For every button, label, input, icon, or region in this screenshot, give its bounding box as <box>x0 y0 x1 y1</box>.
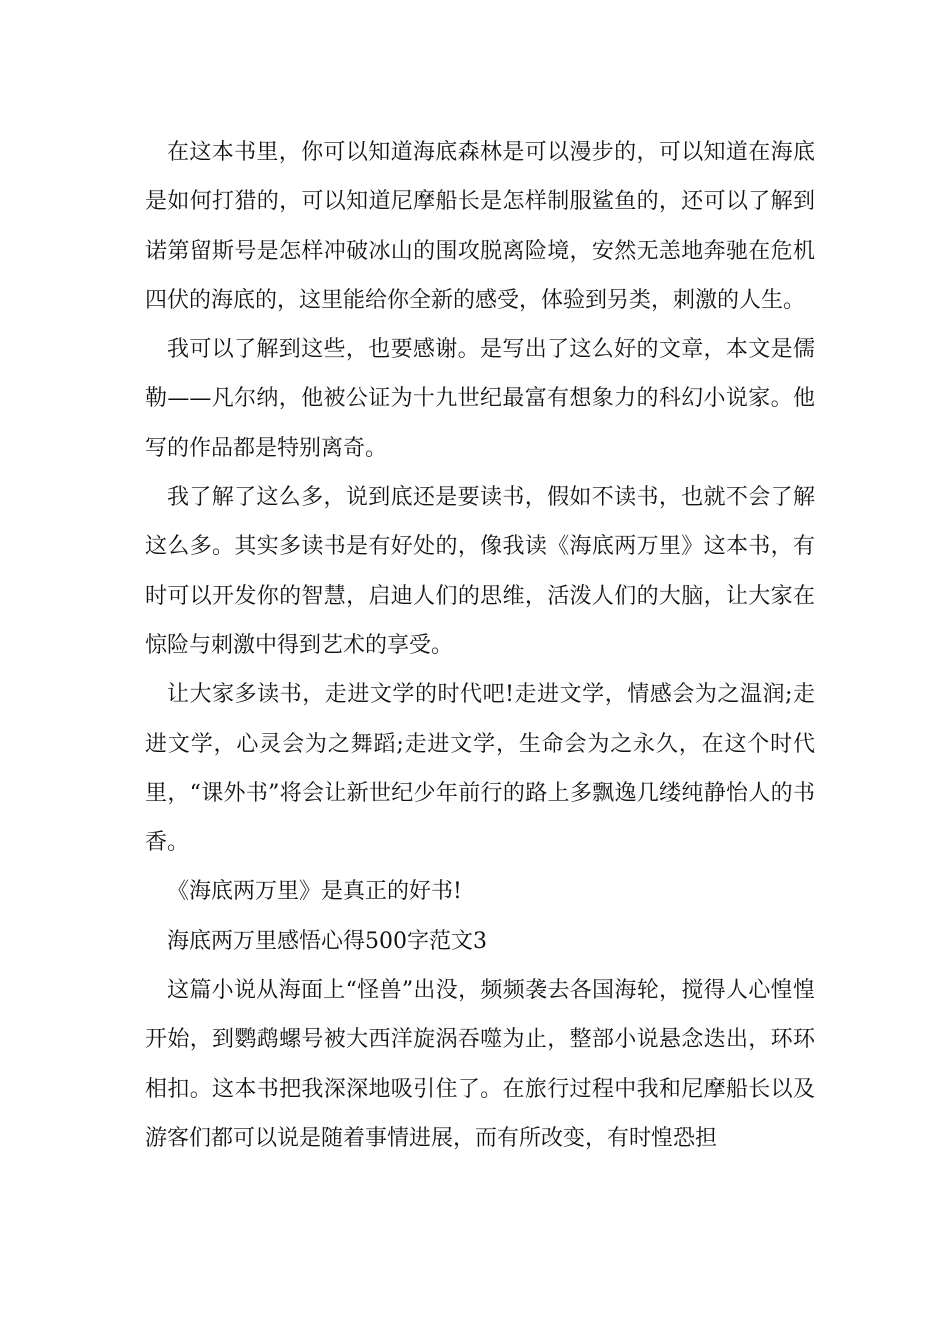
paragraph-good-book: 《海底两万里》是真正的好书! <box>167 879 462 905</box>
paragraph-novel-summary: 这篇小说从海面上“怪兽”出没，频频袭去各国海轮，搅得人心惶惶开始，到鹦鹉螺号被大西洋旋涡吞噬为止，整部小说悬念迭出，环环相扣。这本书把我深深地吸引住了。在旅行过程中我和尼摩船长以及游客们都可以说是随着事情进展，而有所改变，有时惶恐担 <box>145 978 815 1151</box>
section-heading: 海底两万里感悟心得500字范文3 <box>167 928 487 954</box>
paragraph-reading-benefits: 我了解了这么多，说到底还是要读书，假如不读书，也就不会了解这么多。其实多读书是有好处的，像我读《海底两万里》这本书，有时可以开发你的智慧，启迪人们的思维，活泼人们的大脑，让大家在惊险与刺激中得到艺术的享受。 <box>145 485 815 658</box>
paragraph-seabed-adventures: 在这本书里，你可以知道海底森林是可以漫步的，可以知道在海底是如何打猎的，可以知道尼摩船长是怎样制服鲨鱼的，还可以了解到诺第留斯号是怎样冲破冰山的围攻脱离险境，安然无恙地奔驰在危机四伏的海底的，这里能给你全新的感受，体验到另类，刺激的人生。 <box>145 140 815 313</box>
document-body <box>145 128 815 1163</box>
paragraph-author-jules-verne: 我可以了解到这些，也要感谢。是写出了这么好的文章，本文是儒勒——凡尔纳，他被公证为十九世纪最富有想象力的科幻小说家。他写的作品都是特别离奇。 <box>145 337 815 461</box>
paragraph-enter-literature: 让大家多读书，走进文学的时代吧!走进文学，情感会为之温润;走进文学，心灵会为之舞蹈;走进文学，生命会为之永久，在这个时代里，“课外书”将会让新世纪少年前行的路上多飘逸几缕纯静怡人的书香。 <box>145 682 815 856</box>
